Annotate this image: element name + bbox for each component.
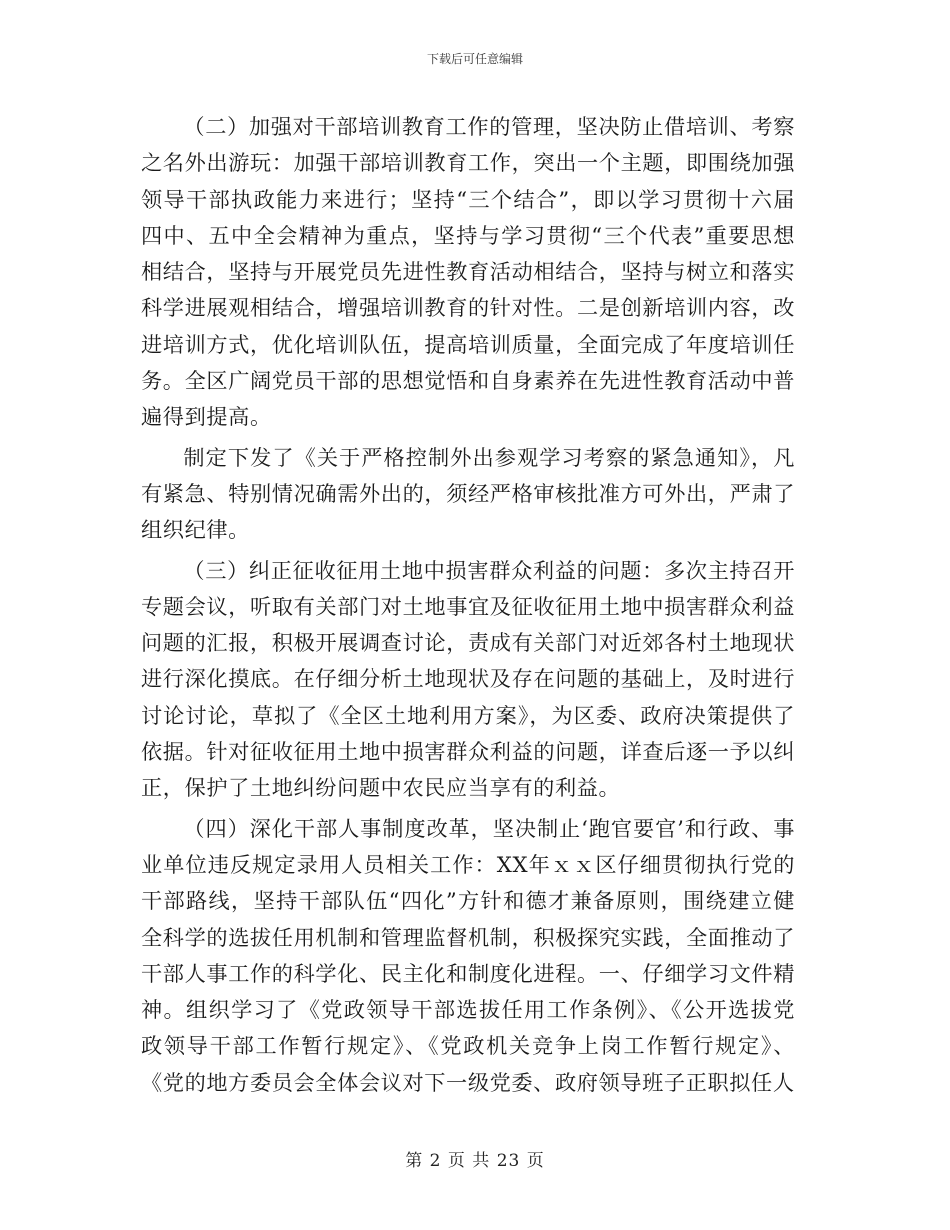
paragraph: （三）纠正征收征用土地中损害群众利益的问题：多次主持召开专题会议，听取有关部门对土地事宜及征收征用土地中损害群众利益问题的汇报，积极开展调查讨论，责成有关部门对近郊各村土地现状进行深化摸底。在仔细分析土地现状及存在问题的基础上，及时进行讨论讨论，草拟了《全区土地利用方案》，为区委、政府决策提供了依据。针对征收征用土地中损害群众利益的问题，详查后逐一予以纠正，保护了土地纠纷问题中农民应当享有的利益。 [141,557,795,801]
page-footer: 第 2 页 共 23 页 [405,1151,545,1171]
paragraph: （四）深化干部人事制度改革，坚决制止‘跑官要官’和行政、事业单位违反规定录用人员相关工作：XX年ｘｘ区仔细贯彻执行党的干部路线，坚持干部队伍“四化”方针和德才兼备原则，围绕建立健全科学的选拔任用机制和管理监督机制，积极探究实践，全面推动了干部人事工作的科学化、民主化和制度化进程。一、仔细学习文件精神。组织学习了《党政领导干部选拔任用工作条例》、《公开选拔党政领导干部工作暂行规定》、《党政机关竞争上岗工作暂行规定》、《党的地方委员会全体会议对下一级党委、政府领导班子正职拟任人 [141,815,795,1095]
page-header: 下载后可任意编辑 [426,52,523,66]
paragraph: （二）加强对干部培训教育工作的管理，坚决防止借培训、考察之名外出游玩：加强干部培训教育工作，突出一个主题，即围绕加强领导干部执政能力来进行；坚持“三个结合”，即以学习贯彻十六届四中、五中全会精神为重点，坚持与学习贯彻“三个代表”重要思想相结合，坚持与开展党员先进性教育活动相结合，坚持与树立和落实科学进展观相结合，增强培训教育的针对性。二是创新培训内容，改进培训方式，优化培训队伍，提高培训质量，全面完成了年度培训任务。全区广阔党员干部的思想觉悟和自身素养在先进性教育活动中普遍得到提高。 [141,114,795,430]
document-body [141,109,795,1105]
paragraph: 制定下发了《关于严格控制外出参观学习考察的紧急通知》，凡有紧急、特别情况确需外出的，须经严格审核批准方可外出，严肃了组织纪律。 [141,444,795,543]
